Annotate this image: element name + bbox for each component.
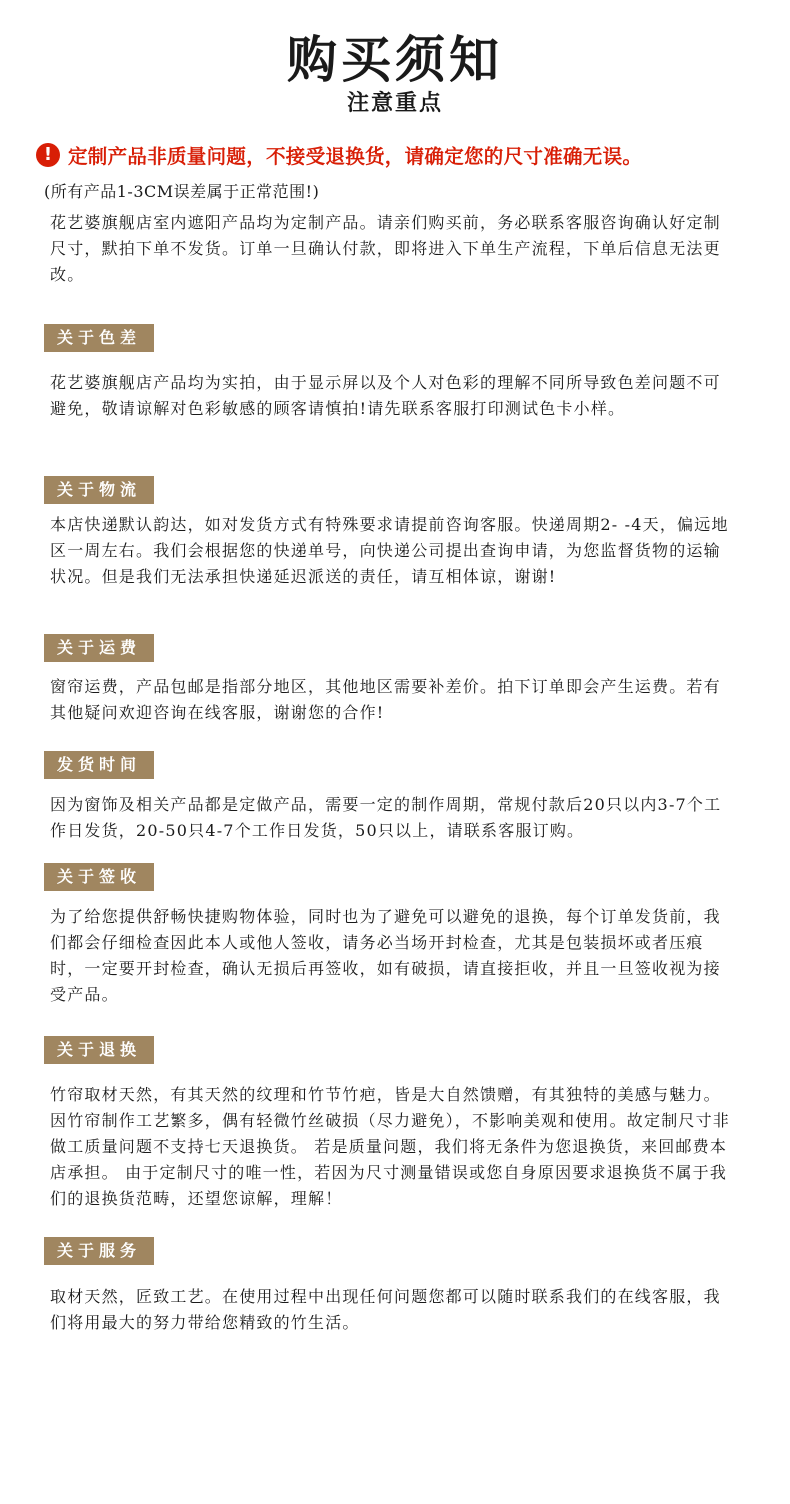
section-text-service: 取材天然，匠致工艺。在使用过程中出现任何问题您都可以随时联系我们的在线客服，我们将用最大的努力带给您精致的竹生活。 [50, 1287, 721, 1332]
exclamation-icon: ! [36, 143, 60, 167]
section-text-receipt: 为了给您提供舒畅快捷购物体验，同时也为了避免可以避免的退换，每个订单发货前，我们都会仔细检查因此本人或他人签收，请务必当场开封检查，尤其是包装损坏或者压痕时，一定要开封检查，确认无损后再签收，如有破损，请直接拒收，并且一旦签收视为接受产品。 [50, 907, 721, 1004]
section-label-service: 关于服务 [44, 1237, 154, 1265]
section-text-delivery-time: 因为窗饰及相关产品都是定做产品，需要一定的制作周期，常规付款后20只以内3-7个工作日发货，20-50只4-7个工作日发货，50只以上，请联系客服订购。 [50, 795, 722, 840]
section-label-logistics: 关于物流 [44, 476, 154, 504]
section-text-color: 花艺婆旗舰店产品均为实拍，由于显示屏以及个人对色彩的理解不同所导致色差问题不可避免，敬请谅解对色彩敏感的顾客请慎拍!请先联系客服打印测试色卡小样。 [50, 373, 721, 418]
section-text-returns: 竹帘取材天然，有其天然的纹理和竹节竹疤，皆是大自然馈赠，有其独特的美感与魅力。因竹帘制作工艺繁多，偶有轻微竹丝破损（尽力避免），不影响美观和使用。故定制尺寸非做工质量问题不支持七天退换货。 若是质量问题，我们将无条件为您退换货，来回邮费本店承担。 由于定制尺寸的唯一性，若因为尺寸测量错误或您自身原因要求退换货不属于我们的退换货范畴，还望您谅解，理解！ [50, 1085, 731, 1208]
tolerance-note: (所有产品1-3CM误差属于正常范围!) [44, 182, 320, 201]
section-label-returns: 关于退换 [44, 1036, 154, 1064]
page-title: 购买须知 [287, 30, 503, 89]
section-label-receipt: 关于签收 [44, 863, 154, 891]
section-text-logistics: 本店快递默认韵达，如对发货方式有特殊要求请提前咨询客服。快递周期2- -4天，偏远地区一周左右。我们会根据您的快递单号，向快递公司提出查询申请，为您监督货物的运输状况。但是我们无法承担快递延迟派送的责任，请互相体谅，谢谢! [50, 515, 729, 586]
section-text-shipping-fee: 窗帘运费，产品包邮是指部分地区，其他地区需要补差价。拍下订单即会产生运费。若有其他疑问欢迎咨询在线客服，谢谢您的合作! [50, 677, 721, 722]
warning-banner [36, 140, 776, 170]
section-label-delivery-time: 发货时间 [44, 751, 154, 779]
section-label-color: 关于色差 [44, 324, 154, 352]
warning-text: 定制产品非质量问题，不接受退换货，请确定您的尺寸准确无误。 [68, 145, 643, 168]
page-subtitle: 注意重点 [346, 90, 443, 116]
intro-text: 花艺婆旗舰店室内遮阳产品均为定制产品。请亲们购买前，务必联系客服咨询确认好定制尺寸，默拍下单不发货。订单一旦确认付款，即将进入下单生产流程，下单后信息无法更改。 [50, 213, 721, 284]
section-label-shipping-fee: 关于运费 [44, 634, 154, 662]
